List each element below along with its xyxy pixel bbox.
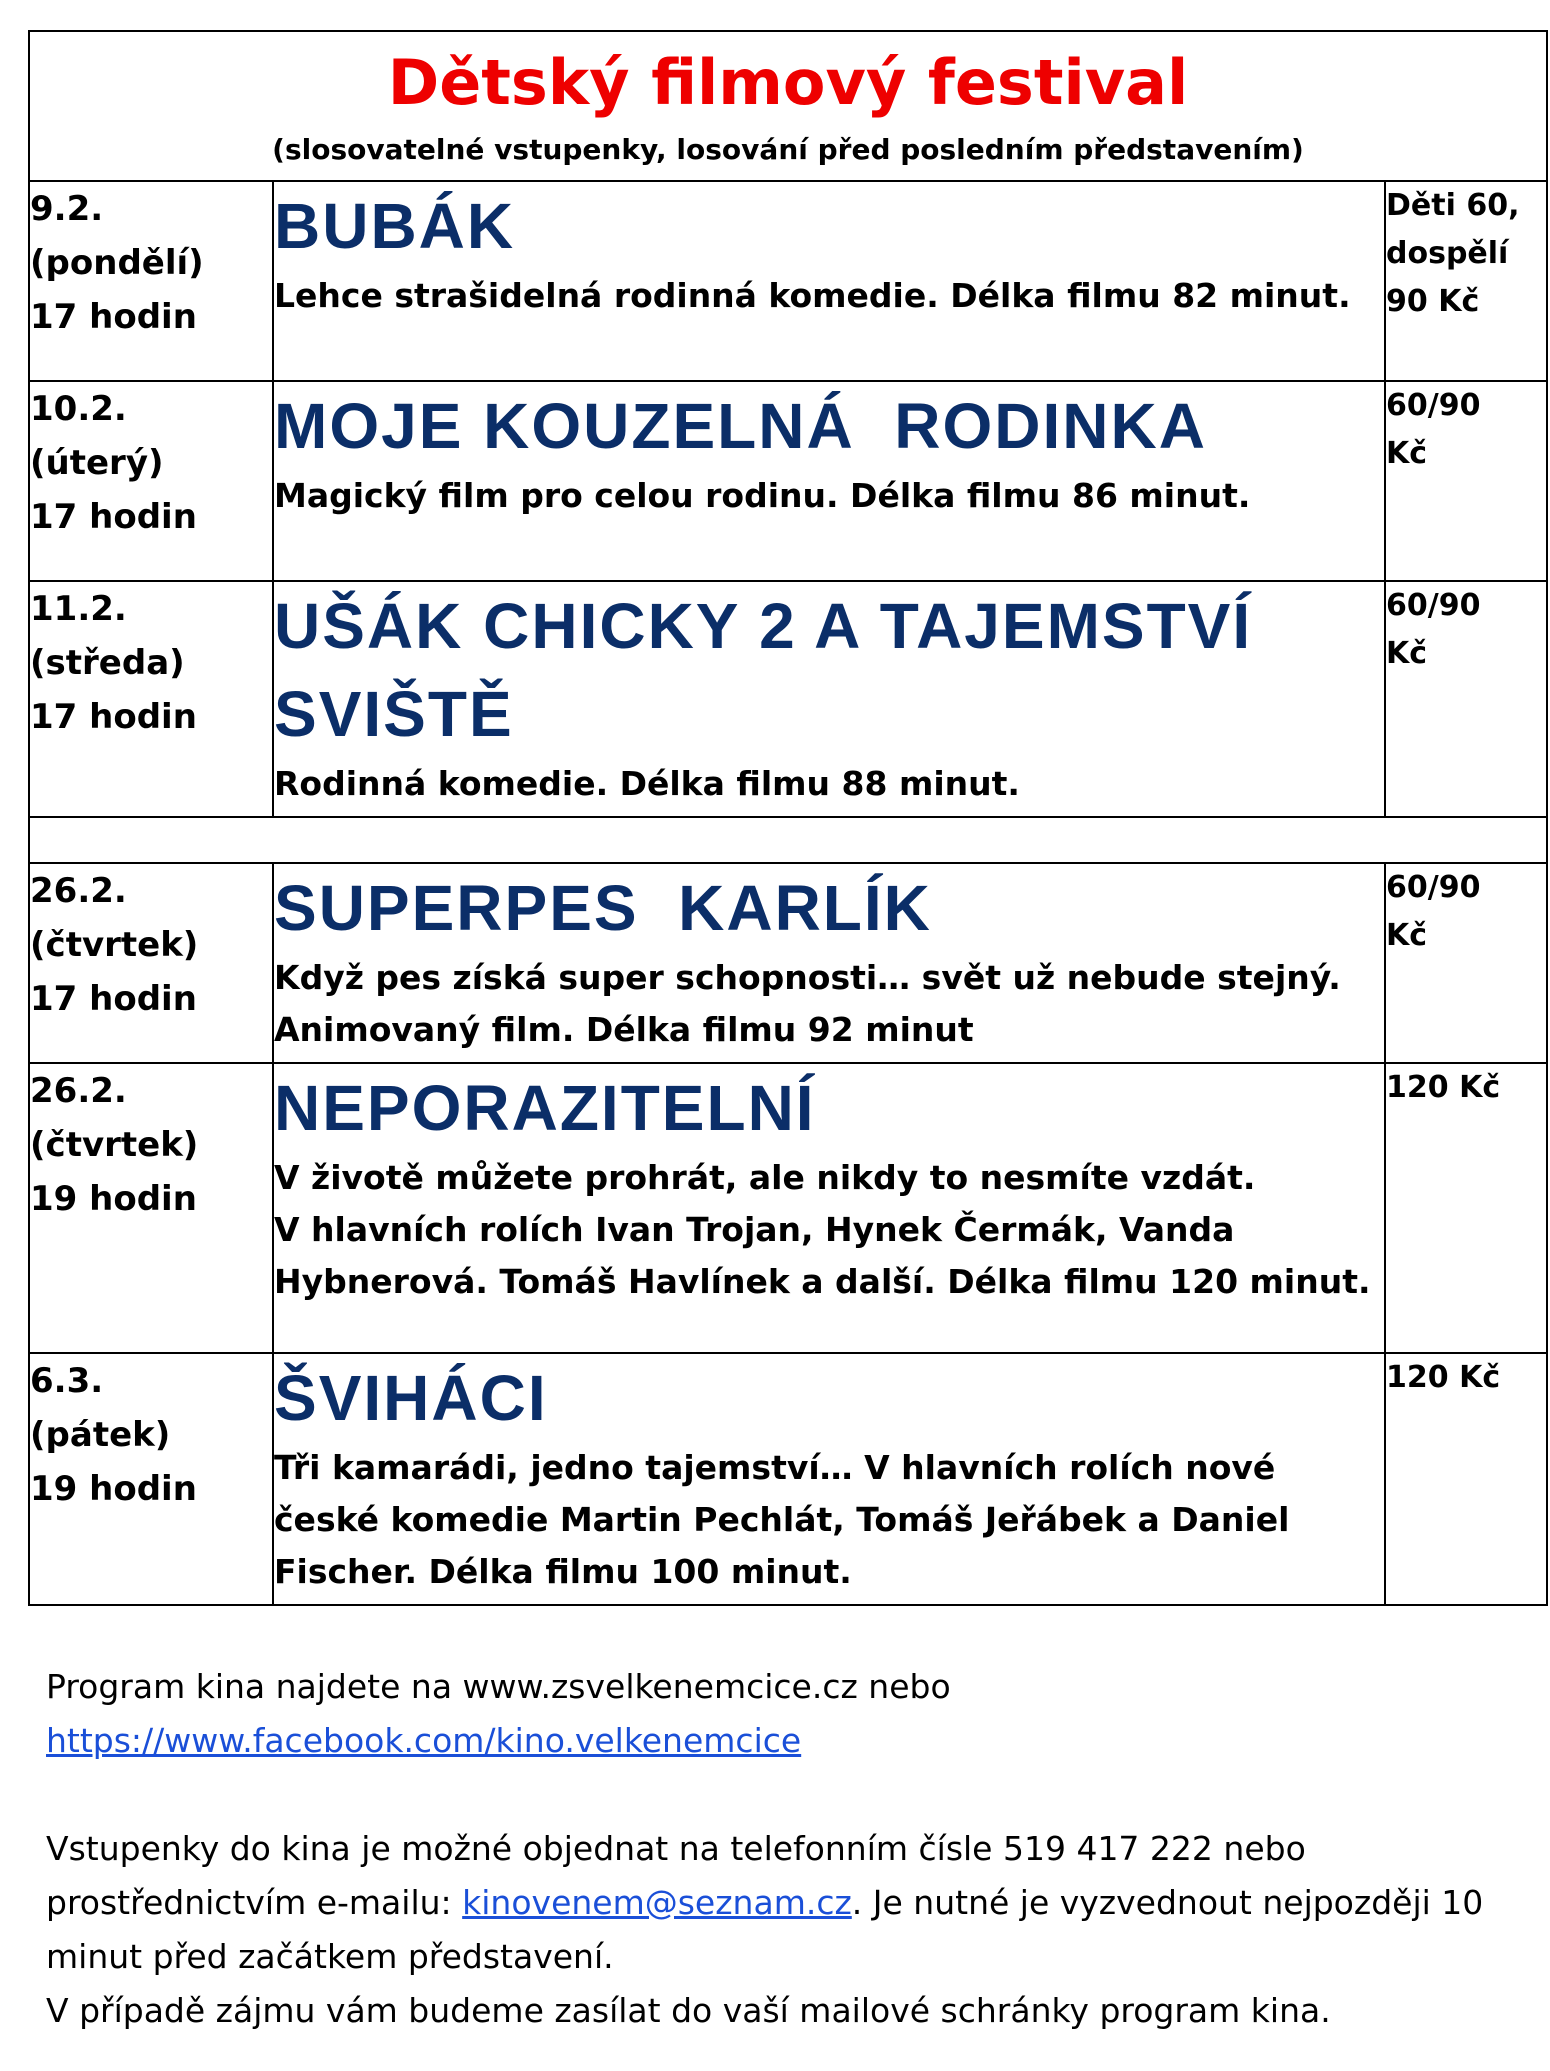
tickets-info-text-after: . Je nutné je vyzvednout nejpozději 10 minut před začátkem představení. [46,1883,1484,1976]
screening-date-cell [29,1063,273,1353]
screening-date: 10.2. [30,389,127,429]
email-link[interactable]: kinovenem@seznam.cz [462,1883,852,1922]
screening-time: 19 hodin [30,1469,197,1509]
program-table [28,30,1548,1606]
screening-row [29,1063,1547,1353]
screening-day: (úterý) [30,443,164,483]
screening-time: 19 hodin [30,1179,197,1219]
ticket-price: 60/90 Kč [1385,581,1547,817]
screening-time: 17 hodin [30,497,197,537]
film-title: SUPERPES KARLÍK [274,872,932,944]
screening-date-cell [29,863,273,1063]
film-cell [273,1063,1385,1353]
screening-day: (pondělí) [30,243,204,283]
screening-day: (středa) [30,643,185,683]
screening-day: (čtvrtek) [30,1125,199,1165]
spacer-cell [29,817,1547,863]
screening-date-cell [29,581,273,817]
screening-time: 17 hodin [30,297,197,337]
screening-day: (čtvrtek) [30,925,199,965]
film-cell [273,181,1385,381]
film-cell [273,1353,1385,1605]
screening-day: (pátek) [30,1415,171,1455]
festival-subtitle: (slosovatelné vstupenky, losování před posledním představením) [272,133,1304,166]
program-info-text: Program kina najdete na www.zsvelkenemcice.cz nebo [46,1667,951,1706]
spacer [46,1768,1536,1822]
film-title: MOJE KOUZELNÁ RODINKA [274,390,1207,462]
film-description: V životě můžete prohrát, ale nikdy to nesmíte vzdát. V hlavních rolích Ivan Trojan, Hynek Čermák, Vanda Hybnerová. Tomáš Havlínek a další. Délka filmu 120 minut. [274,1158,1371,1301]
film-title: BUBÁK [274,190,516,262]
screening-date: 6.3. [30,1361,104,1401]
header-row [29,31,1547,181]
newsletter-text: V případě zájmu vám budeme zasílat do vaší mailové schránky program kina. [46,1991,1331,2030]
tickets-info-text: Vstupenky do kina je možné objednat na telefonním čísle 519 417 222 nebo prostřednictvím e-mailu: [46,1829,1306,1922]
screening-time: 17 hodin [30,697,197,737]
tickets-info-paragraph [46,1822,1536,1984]
film-title: NEPORAZITELNÍ [274,1072,816,1144]
ticket-price: 120 Kč [1385,1063,1547,1353]
festival-title: Dětský filmový festival [387,46,1189,119]
film-description: Magický film pro celou rodinu. Délka filmu 86 minut. [274,476,1251,515]
facebook-link[interactable]: https://www.facebook.com/kino.velkenemcice [46,1721,802,1760]
film-description: Když pes získá super schopnosti… svět už nebude stejný. Animovaný film. Délka filmu 92 minut [274,958,1341,1049]
film-cell [273,581,1385,817]
screening-row [29,863,1547,1063]
screening-date: 9.2. [30,189,104,229]
film-title: ŠVIHÁCI [274,1362,548,1434]
film-description: Rodinná komedie. Délka filmu 88 minut. [274,764,1020,803]
screening-date-cell [29,181,273,381]
screening-row [29,181,1547,381]
ticket-price: Děti 60, dospělí 90 Kč [1385,181,1547,381]
film-description: Lehce strašidelná rodinná komedie. Délka filmu 82 minut. [274,276,1351,315]
screening-row [29,381,1547,581]
screening-row [29,1353,1547,1605]
ticket-price: 60/90 Kč [1385,863,1547,1063]
screening-date: 26.2. [30,871,127,911]
screening-date-cell [29,381,273,581]
film-title: UŠÁK CHICKY 2 A TAJEMSTVÍ SVIŠTĚ [274,590,1272,750]
screening-date: 26.2. [30,1071,127,1111]
screening-date: 11.2. [30,589,127,629]
film-cell [273,863,1385,1063]
ticket-price: 120 Kč [1385,1353,1547,1605]
screening-row [29,581,1547,817]
film-cell [273,381,1385,581]
footer-info [46,1660,1536,2038]
screening-date-cell [29,1353,273,1605]
screening-time: 17 hodin [30,979,197,1019]
header-cell [29,31,1547,181]
ticket-price: 60/90 Kč [1385,381,1547,581]
film-description: Tři kamarádi, jedno tajemství… V hlavních rolích nové české komedie Martin Pechlát, Tomáš Jeřábek a Daniel Fischer. Délka filmu 100 minut. [274,1448,1290,1591]
spacer-row [29,817,1547,863]
